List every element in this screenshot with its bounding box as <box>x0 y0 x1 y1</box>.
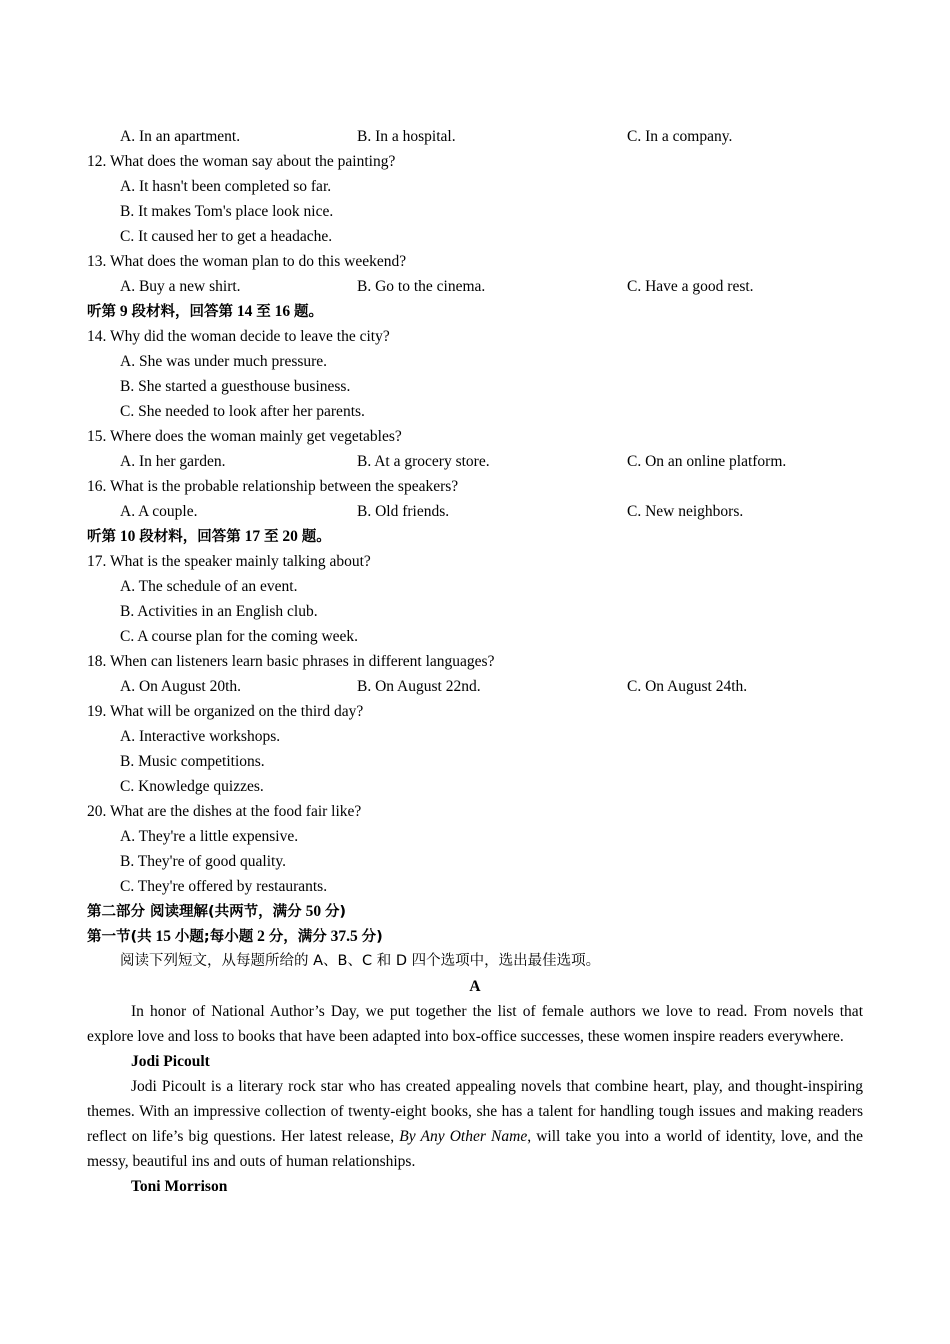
q18-option-a: A. On August 20th. <box>120 678 241 695</box>
q19-question: 19. What will be organized on the third day? <box>87 703 364 720</box>
q11-option-b: B. In a hospital. <box>357 128 456 145</box>
q17-question: 17. What is the speaker mainly talking about? <box>87 553 371 570</box>
q16-option-a: A. A couple. <box>120 503 198 520</box>
q20-question: 20. What are the dishes at the food fair like? <box>87 803 362 820</box>
q17-option-b: B. Activities in an English club. <box>120 603 318 620</box>
q12-option-b: B. It makes Tom's place look nice. <box>120 203 334 220</box>
q15-question: 15. Where does the woman mainly get vegetables? <box>87 428 402 445</box>
q16-option-b: B. Old friends. <box>357 503 450 520</box>
q18-options <box>87 674 863 699</box>
q19-option-b: B. Music competitions. <box>120 753 265 770</box>
q13-option-b: B. Go to the cinema. <box>357 278 486 295</box>
q12-option-c: C. It caused her to get a headache. <box>120 228 333 245</box>
q11-option-a: A. In an apartment. <box>120 128 241 145</box>
q15-option-c: C. On an online platform. <box>627 453 787 470</box>
section-9-heading: 听第 9 段材料，回答第 14 至 16 题。 <box>87 303 323 320</box>
q16-question: 16. What is the probable relationship between the speakers? <box>87 478 459 495</box>
passage-intro: In honor of National Author’s Day, we put together the list of female authors we love to read. From novels that explore love and loss to books that have been adapted into box-office successes, these women inspire readers everywhere. <box>87 1003 863 1045</box>
q14-option-b: B. She started a guesthouse business. <box>120 378 351 395</box>
q19-option-a: A. Interactive workshops. <box>120 728 281 745</box>
q13-options <box>87 274 863 299</box>
q13-option-a: A. Buy a new shirt. <box>120 278 241 295</box>
q13-option-c: C. Have a good rest. <box>627 278 754 295</box>
q11-options <box>87 124 863 149</box>
q20-option-a: A. They're a little expensive. <box>120 828 299 845</box>
q17-option-a: A. The schedule of an event. <box>120 578 298 595</box>
reading-instruction: 阅读下列短文，从每题所给的 A、B、C 和 D 四个选项中，选出最佳选项。 <box>120 953 601 969</box>
q13-question: 13. What does the woman plan to do this weekend? <box>87 253 407 270</box>
q18-option-c: C. On August 24th. <box>627 678 748 695</box>
q18-question: 18. When can listeners learn basic phrases in different languages? <box>87 653 495 670</box>
q20-option-b: B. They're of good quality. <box>120 853 286 870</box>
q16-options <box>87 499 863 524</box>
q15-option-a: A. In her garden. <box>120 453 226 470</box>
q20-option-c: C. They're offered by restaurants. <box>120 878 328 895</box>
q12-question: 12. What does the woman say about the painting? <box>87 153 396 170</box>
q15-option-b: B. At a grocery store. <box>357 453 490 470</box>
q15-options <box>87 449 863 474</box>
q14-option-a: A. She was under much pressure. <box>120 353 328 370</box>
q19-option-c: C. Knowledge quizzes. <box>120 778 264 795</box>
q11-option-c: C. In a company. <box>627 128 733 145</box>
q12-option-a: A. It hasn't been completed so far. <box>120 178 332 195</box>
q14-question: 14. Why did the woman decide to leave the city? <box>87 328 390 345</box>
section-one-heading: 第一节(共 15 小题;每小题 2 分，满分 37.5 分) <box>87 928 383 945</box>
book-title: By Any Other Name <box>399 1128 528 1145</box>
q16-option-c: C. New neighbors. <box>627 503 744 520</box>
part-two-heading: 第二部分 阅读理解(共两节，满分 50 分) <box>87 903 347 920</box>
passage-letter: A <box>469 978 481 995</box>
author-paragraph-jodi-picoult: Jodi Picoult is a literary rock star who has created appealing novels that combine heart, play, and thought-inspiring themes. With an impressive collection of twenty-eight books, she has a talent for handling tough issues and making readers reflect on life’s big questions. Her latest release, By Any Other Name, will take you into a world of identity, love, and the messy, beautiful ins and outs of human relationships. <box>87 1078 863 1170</box>
section-10-heading: 听第 10 段材料，回答第 17 至 20 题。 <box>87 528 331 545</box>
q18-option-b: B. On August 22nd. <box>357 678 481 695</box>
author-heading-toni-morrison: Toni Morrison <box>131 1178 228 1195</box>
q14-option-c: C. She needed to look after her parents. <box>120 403 365 420</box>
author-heading-jodi-picoult: Jodi Picoult <box>131 1053 210 1070</box>
exam-page <box>87 124 863 1199</box>
q17-option-c: C. A course plan for the coming week. <box>120 628 359 645</box>
